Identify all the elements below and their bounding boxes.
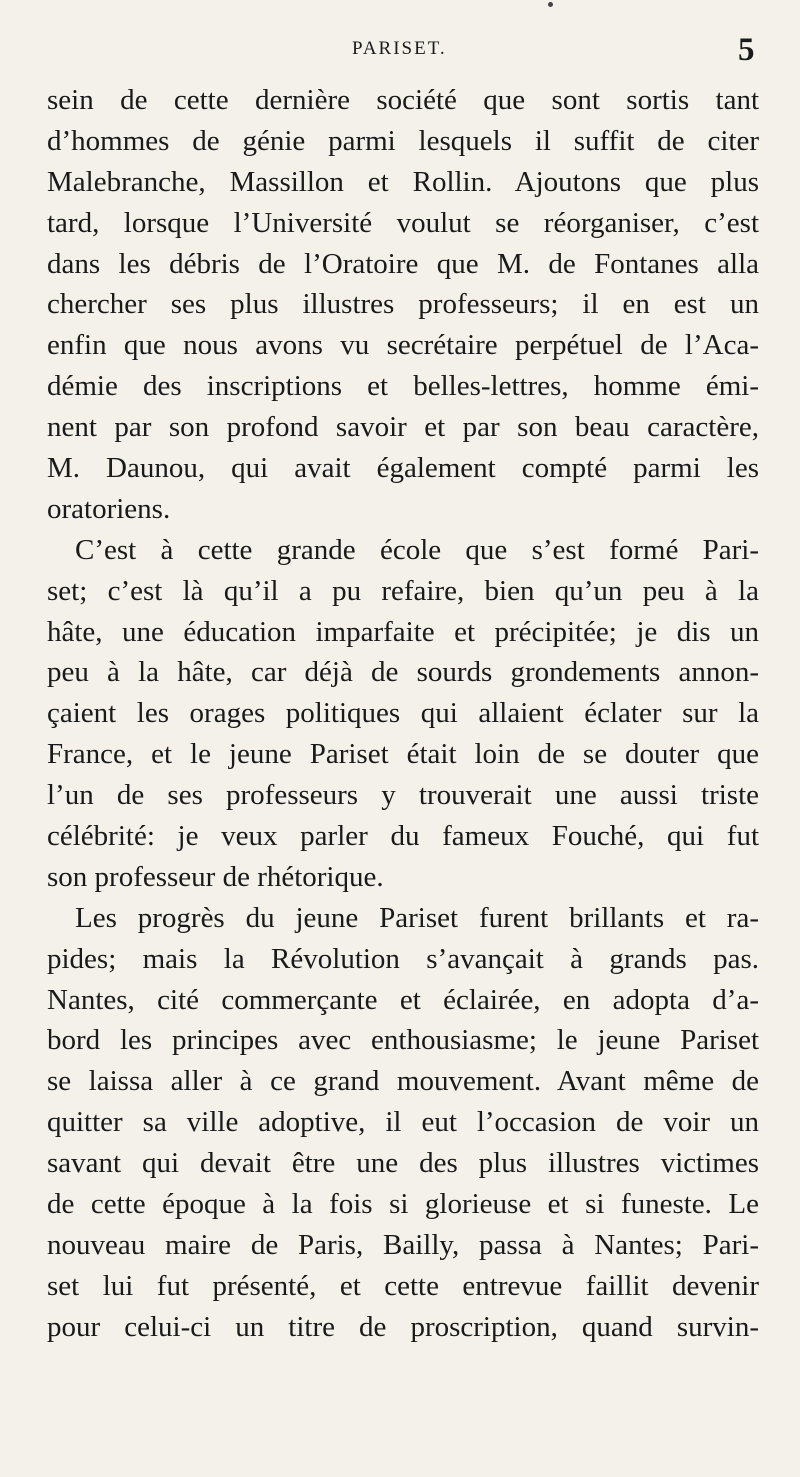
paragraph: [47, 80, 759, 530]
text-line: Nantes, cité commerçante et éclairée, en adopta d’a-: [47, 983, 759, 1016]
page-number: 5: [738, 32, 755, 68]
text-line: nouveau maire de Paris, Bailly, passa à Nantes; Pari-: [47, 1228, 759, 1261]
text-line: chercher ses plus illustres professeurs; il en est un: [47, 288, 759, 321]
text-line: enfin que nous avons vu secrétaire perpétuel de l’Aca-: [47, 329, 759, 362]
text-line: savant qui devait être une des plus illustres victimes: [47, 1147, 759, 1180]
text-line: çaient les orages politiques qui allaient éclater sur la: [47, 697, 759, 730]
text-line: Malebranche, Massillon et Rollin. Ajoutons que plus: [47, 165, 759, 198]
print-speck: [548, 2, 553, 7]
body-text: [47, 80, 759, 1348]
running-header: [0, 32, 800, 78]
text-line: Les progrès du jeune Pariset furent brillants et ra-: [75, 901, 759, 934]
text-line: nent par son profond savoir et par son beau caractère,: [47, 411, 759, 444]
text-line: peu à la hâte, car déjà de sourds grondements annon-: [47, 656, 759, 689]
text-line: M. Daunou, qui avait également compté parmi les: [47, 452, 759, 485]
text-line: de cette époque à la fois si glorieuse et si funeste. Le: [47, 1188, 759, 1221]
paragraph: [47, 530, 759, 898]
text-line: set; c’est là qu’il a pu refaire, bien qu’un peu à la: [47, 574, 759, 607]
text-line: l’un de ses professeurs y trouverait une aussi triste: [47, 779, 759, 812]
text-line: pides; mais la Révolution s’avançait à grands pas.: [47, 942, 759, 975]
text-line: sein de cette dernière société que sont sortis tant: [47, 84, 759, 116]
paragraph: [47, 898, 759, 1348]
text-line: hâte, une éducation imparfaite et précipitée; je dis un: [47, 615, 759, 648]
text-line: pour celui-ci un titre de proscription, quand survin-: [47, 1310, 759, 1343]
text-line: C’est à cette grande école que s’est formé Pari-: [75, 533, 759, 566]
text-line: célébrité: je veux parler du fameux Fouché, qui fut: [47, 820, 759, 853]
text-line: France, et le jeune Pariset était loin de se douter que: [47, 738, 759, 771]
text-line: dans les débris de l’Oratoire que M. de Fontanes alla: [47, 247, 759, 280]
text-line: démie des inscriptions et belles-lettres, homme émi-: [47, 370, 759, 403]
text-line: se laissa aller à ce grand mouvement. Avant même de: [47, 1065, 759, 1098]
text-line: d’hommes de génie parmi lesquels il suffit de citer: [47, 124, 759, 157]
text-line: tard, lorsque l’Université voulut se réorganiser, c’est: [47, 206, 759, 239]
text-line: quitter sa ville adoptive, il eut l’occasion de voir un: [47, 1106, 759, 1139]
text-line: set lui fut présenté, et cette entrevue faillit devenir: [47, 1269, 759, 1302]
text-line: oratoriens.: [47, 492, 171, 525]
text-line: bord les principes avec enthousiasme; le jeune Pariset: [47, 1024, 759, 1057]
running-title: PARISET.: [352, 38, 447, 59]
text-line: son professeur de rhétorique.: [47, 860, 384, 893]
